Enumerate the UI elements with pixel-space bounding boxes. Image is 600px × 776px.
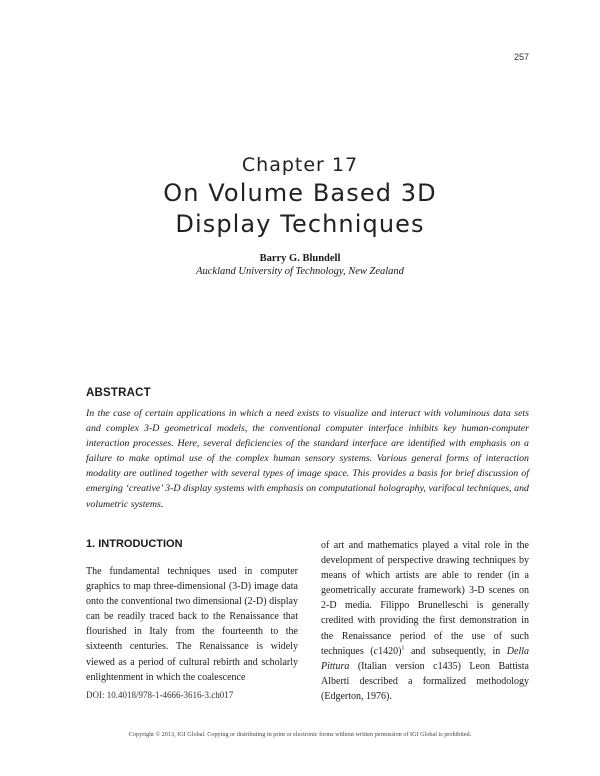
doi-line: DOI: 10.4018/978-1-4666-3616-3.ch017 xyxy=(86,690,234,700)
page-number: 257 xyxy=(513,52,529,62)
footnote-marker[interactable]: 1 xyxy=(401,645,405,652)
chapter-title xyxy=(0,178,600,240)
chapter-title-line-1: On Volume Based 3D xyxy=(163,179,437,207)
author-affiliation: Auckland University of Technology, New Zealand xyxy=(196,266,404,277)
right-column-text-2: 1420) xyxy=(378,645,402,657)
right-column-text-4: (Italian version c1435) Leon Battista Alberti described a formalized methodology (Edgerton, 1976). xyxy=(321,660,529,702)
copyright-notice: Copyright © 2013, IGI Global. Copying or distributing in print or electronic forms without written permission of IGI Global is prohibited. xyxy=(128,731,472,738)
chapter-label: Chapter 17 xyxy=(241,154,359,176)
abstract-heading: ABSTRACT xyxy=(86,387,151,399)
circa-abbrev: c xyxy=(373,645,379,657)
introduction-left-column: The fundamental techniques used in computer graphics to map three-dimensional (3-D) image data onto the conventional two dimensional (2-D) display can be readily traced back to the Renaissance that flourished in Italy from the fourteenth to the sixteenth centuries. The Renaissance is widely viewed as a period of cultural rebirth and scholarly enlightenment in which the coalescence xyxy=(86,566,298,683)
right-column-text-3: and subsequently, in xyxy=(404,645,507,657)
abstract-body: In the case of certain applications in which a need exists to visualize and interact with voluminous data sets and complex 3-D geometrical models, the conventional computer interface inhibits key human-computer interaction processes. Here, several deficiencies of the standard interface are identified with emphasis on a failure to make optimal use of the complex human sensory systems. Various general forms of interaction modality are outlined together with several types of image space. This provides a basis for brief discussion of emerging ‘creative’ 3-D display systems with emphasis on computational holography, varifocal techniques, and volumetric systems. xyxy=(86,408,529,510)
introduction-right-column xyxy=(321,538,529,704)
author-name: Barry G. Blundell xyxy=(259,253,341,264)
chapter-title-line-2: Display Techniques xyxy=(175,210,425,238)
introduction-heading: 1. INTRODUCTION xyxy=(86,538,183,550)
book-title: Della Pittura xyxy=(321,645,529,672)
right-column-text-1: of art and mathematics played a vital role in the development of perspective drawing techniques by means of which artists are able to render (in a geometrically accurate framework) 3-D scenes on 2-D media. Filippo Brunelleschi is generally credited with providing the first demonstration in the Renaissance period of the use of such techniques ( xyxy=(321,540,529,657)
